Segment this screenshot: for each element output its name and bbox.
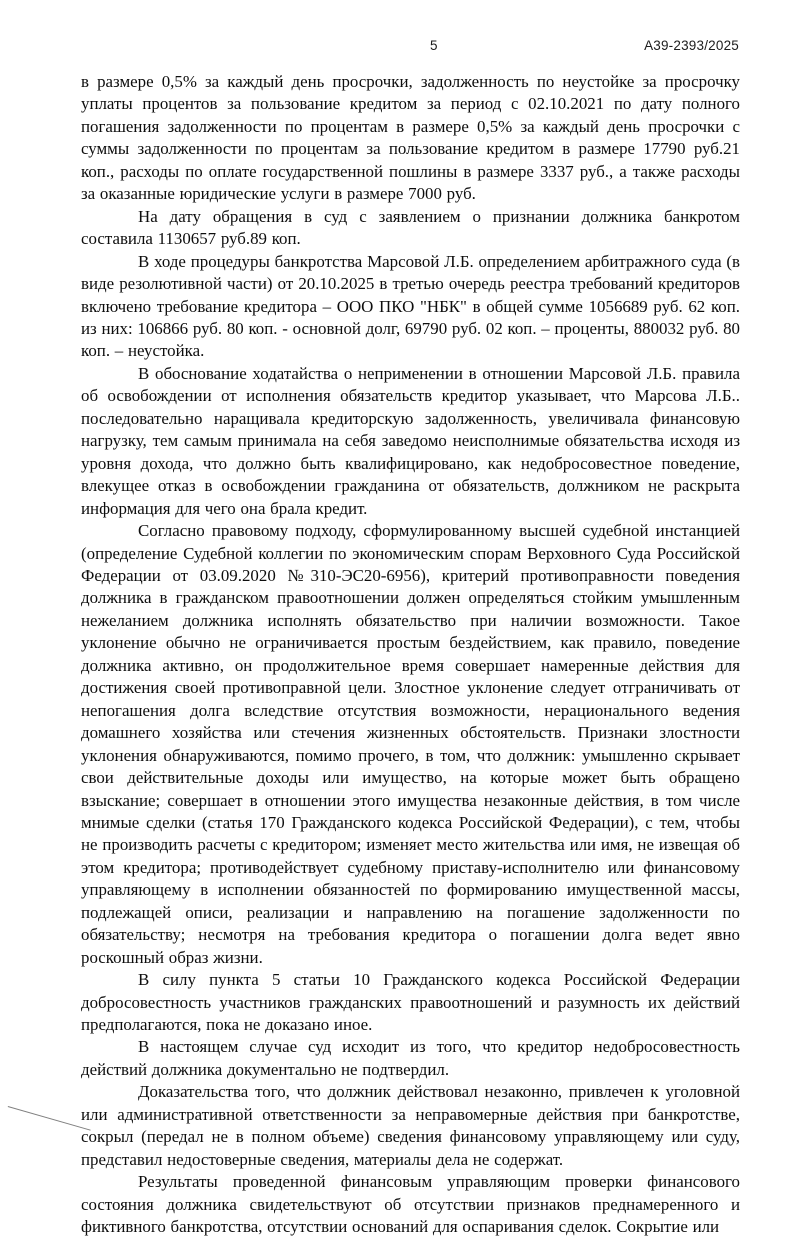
body-paragraph: На дату обращения в суд с заявлением о признании должника банкротом составила 1130657 руб.89 коп. [81, 206, 740, 249]
body-paragraph: Согласно правовому подходу, сформулированному высшей судебной инстанцией (определение Судебной коллегии по экономическим спорам Верховного Суда Российской Федерации от 03.09.2020 №310-ЭС20-6956), критерий противоправности поведения должника в гражданском правоотношении должен определяться стойким умышленным нежеланием должника исполнять обязательство при наличии возможности. Такое уклонение обычно не ограничивается простым бездействием, как правило, поведение должника активно, он продолжительное время совершает намеренные действия для достижения своей противоправной цели. Злостное уклонение следует отграничивать от непогашения долга вследствие отсутствия возможности, нерационального ведения домашнего хозяйства или стечения жизненных обстоятельств. Признаки злостности уклонения обнаруживаются, помимо прочего, в том, что должник: умышленно скрывает свои действительные доходы или имущество, на которые может быть обращено взыскание; совершает в отношении этого имущества незаконные действия, в том числе мнимые сделки (статья 170 Гражданского кодекса Российской Федерации), с тем, чтобы не производить расчеты с кредитором; изменяет место жительства или имя, не извещая об этом кредитора; противодействует судебному приставу-исполнителю или финансовому управляющему в исполнении обязанностей по формированию имущественной массы, подлежащей описи, реализации и направлению на погашение задолженности по обязательству; несмотря на требования кредитора о погашении долга ведет явно роскошный образ жизни. [81, 521, 740, 967]
body-paragraph: В ходе процедуры банкротства Марсовой Л.Б. определением арбитражного суда (в виде резолютивной части) от 20.10.2025 в третью очередь реестра требований кредиторов включено требование кредитора – ООО ПКО "НБК" в общей сумме 1056689 руб. 62 коп. из них: 106866 руб. 80 коп. - основной долг, 69790 руб. 02 коп. – проценты, 880032 руб. 80 коп. – неустойка. [81, 251, 740, 361]
body-paragraph: в размере 0,5% за каждый день просрочки, задолженность по неустойке за просрочку уплаты процентов за пользование кредитом за период с 02.10.2021 по дату полного погашения задолженности по процентам в размере 0,5% за каждый день просрочки с суммы задолженности по процентам за пользование кредитом в размере 17790 руб.21 коп., расходы по оплате государственной пошлины в размере 3337 руб., а также расходы за оказанные юридические услуги в размере 7000 руб. [81, 72, 740, 204]
document-body [81, 71, 740, 1239]
case-number: А39-2393/2025 [644, 38, 739, 53]
running-header [0, 38, 800, 58]
body-paragraph: В обоснование ходатайства о неприменении в отношении Марсовой Л.Б. правила об освобождении от исполнения обязательств кредитор указывает, что Марсова Л.Б.. последовательно наращивала кредиторскую задолженность, увеличивала финансовую нагрузку, тем самым принимала на себя заведомо неисполнимые обязательства исходя из уровня дохода, что должно быть квалифицировано, как недобросовестное поведение, влекущее отказ в освобождении гражданина от обязательств, должником не раскрыта информация для чего она брала кредит. [81, 363, 740, 518]
body-paragraph: Результаты проведенной финансовым управляющим проверки финансового состояния должника свидетельствуют об отсутствии признаков преднамеренного и фиктивного банкротства, отсутствии оснований для оспаривания сделок. Сокрытие или [81, 1172, 740, 1237]
body-paragraph: Доказательства того, что должник действовал незаконно, привлечен к уголовной или административной ответственности за неправомерные действия при банкротстве, сокрыл (передал не в полном объеме) сведения финансовому управляющему или суду, представил недостоверные сведения, материалы дела не содержат. [81, 1082, 740, 1169]
body-paragraph: В настоящем случае суд исходит из того, что кредитор недобросовестность действий должника документально не подтвердил. [81, 1037, 740, 1079]
body-paragraph: В силу пункта 5 статьи 10 Гражданского кодекса Российской Федерации добросовестность участников гражданских правоотношений и разумность их действий предполагаются, пока не доказано иное. [81, 970, 740, 1035]
scan-artifact-line [8, 1106, 91, 1131]
page-number: 5 [430, 38, 438, 53]
